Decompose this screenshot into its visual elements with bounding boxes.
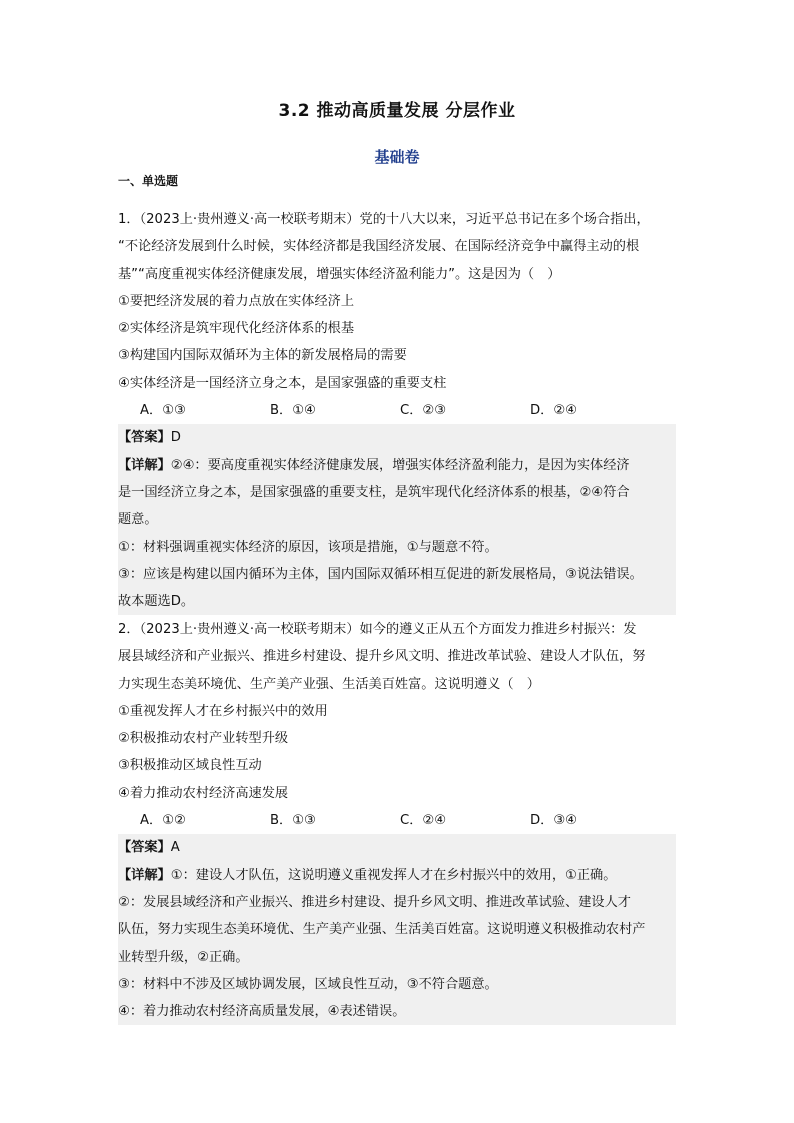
statement-item: ④实体经济是一国经济立身之本，是国家强盛的重要支柱 (118, 375, 447, 391)
detail-text: ①：材料强调重视实体经济的原因，该项是措施，①与题意不符。 (118, 539, 498, 555)
document-subtitle: 基础卷 (374, 148, 420, 166)
choice-d: D．③④ (530, 813, 577, 829)
answer-label: 【答案】 (118, 430, 171, 446)
question-stem-line: 1．（2023上·贵州遵义·高一校联考期末）党的十八大以来，习近平总书记在多个场合指出， (118, 212, 650, 227)
detail-text: 是一国经济立身之本，是国家强盛的重要支柱，是筑牢现代化经济体系的根基，②④符合 (118, 484, 630, 500)
statement-item: ③构建国内国际双循环为主体的新发展格局的需要 (118, 348, 407, 364)
answer-label: 【答案】 (118, 840, 171, 856)
answer-value: D (170, 430, 181, 446)
statement-item: ④着力推动农村经济高速发展 (118, 785, 289, 801)
statement-item: ②实体经济是筑牢现代化经济体系的根基 (118, 321, 355, 337)
choice-c: C．②③ (400, 403, 447, 419)
answer-value: A (170, 840, 180, 856)
detail-label: 【详解】 (118, 457, 171, 473)
question-stem-line: 基”“高度重视实体经济健康发展，增强实体经济盈利能力”。这是因为（ ） (118, 266, 561, 282)
question-2 (118, 616, 676, 1025)
detail-line (118, 452, 676, 479)
document-title: 3.2 推动高质量发展 分层作业 (278, 101, 516, 121)
choice-b: B．①④ (270, 403, 316, 419)
choice-b: B．①③ (270, 813, 316, 829)
choice-row (118, 397, 676, 424)
choice-d: D．②④ (530, 403, 577, 419)
detail-text: 题意。 (118, 512, 158, 528)
detail-text: ②④：要高度重视实体经济健康发展，增强实体经济盈利能力，是因为实体经济 (170, 457, 630, 473)
choice-a: A．①③ (140, 403, 186, 419)
section-heading: 一、单选题 (118, 174, 179, 188)
question-stem-line: 力实现生态美环境优、生产美产业强、生活美百姓富。这说明遵义（ ） (118, 676, 540, 692)
detail-text: ③：应该是构建以国内循环为主体，国内国际双循环相互促进的新发展格局，③说法错误。 (118, 566, 643, 582)
detail-text: ①：建设人才队伍，这说明遵义重视发挥人才在乡村振兴中的效用，①正确。 (170, 867, 617, 883)
choice-row (118, 807, 676, 834)
statement-item: ③积极推动区域良性互动 (118, 758, 262, 774)
detail-text: ④：着力推动农村经济高质量发展，④表述错误。 (118, 1004, 406, 1020)
detail-text: ②：发展县域经济和产业振兴、推进乡村建设、提升乡风文明、推进改革试验、建设人才 (118, 894, 631, 910)
statement-item: ①要把经济发展的着力点放在实体经济上 (118, 293, 355, 309)
question-stem-line: 展县域经济和产业振兴、推进乡村建设、提升乡风文明、推进改革试验、建设人才队伍，努 (118, 649, 646, 665)
answer-block (118, 424, 676, 615)
choice-c: C．②④ (400, 813, 447, 829)
question-stem-line: 2．（2023上·贵州遵义·高一校联考期末）如今的遵义正从五个方面发力推进乡村振兴：发 (118, 622, 637, 637)
answer-block (118, 834, 676, 1025)
answer-line (118, 834, 676, 861)
question-1 (118, 206, 676, 615)
detail-label: 【详解】 (118, 867, 171, 883)
detail-text: 故本题选D。 (118, 594, 195, 610)
detail-text: ③：材料中不涉及区域协调发展，区域良性互动，③不符合题意。 (118, 976, 498, 992)
answer-line (118, 424, 676, 451)
statement-item: ①重视发挥人才在乡村振兴中的效用 (118, 703, 328, 719)
choice-a: A．①② (140, 813, 186, 829)
question-stem-line: “不论经济发展到什么时候，实体经济都是我国经济发展、在国际经济竞争中赢得主动的根 (118, 239, 640, 255)
detail-text: 队伍，努力实现生态美环境优、生产美产业强、生活美百姓富。这说明遵义积极推动农村产 (118, 922, 646, 938)
detail-text: 业转型升级，②正确。 (118, 949, 249, 965)
detail-line (118, 862, 676, 889)
statement-item: ②积极推动农村产业转型升级 (118, 731, 289, 747)
